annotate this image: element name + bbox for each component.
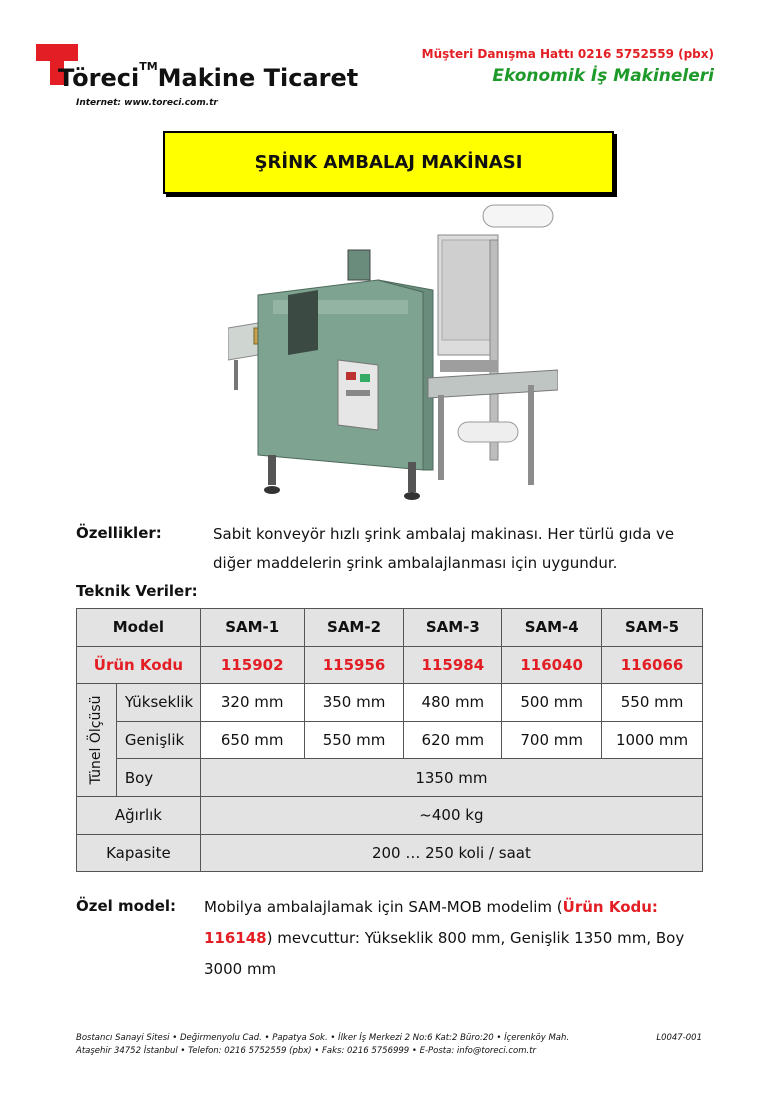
brand-title: Töreci™Makine Ticaret — [58, 60, 359, 92]
tunnel-size-label: Tünel Ölçüsü — [88, 695, 105, 785]
customer-hotline: Müşteri Danışma Hattı 0216 5752559 (pbx) — [421, 47, 714, 61]
product-title: ŞRİNK AMBALAJ MAKİNASI — [254, 152, 523, 173]
width-cell: 700 mm — [502, 721, 602, 759]
width-cell: 1000 mm — [602, 721, 703, 759]
footer-line-1: Bostancı Sanayi Sitesi • Değirmenyolu Cad. • Papatya Sok. • İlker İş Merkezi 2 No:6 Kat:2 Büro:20 • İçerenköy Mah. — [76, 1033, 570, 1043]
table-row-width — [77, 721, 703, 759]
model-cell: SAM-3 — [404, 609, 502, 647]
capacity-label: Kapasite — [77, 834, 201, 872]
table-row-length — [77, 759, 703, 797]
product-code-cell: 116040 — [502, 646, 602, 684]
product-code-cell: 116066 — [602, 646, 703, 684]
technical-specs-table — [76, 608, 703, 872]
model-cell: SAM-5 — [602, 609, 703, 647]
height-label: Yükseklik — [116, 684, 200, 722]
features-label: Özellikler: — [76, 524, 162, 542]
length-label: Boy — [116, 759, 200, 797]
table-row-product-code — [77, 646, 703, 684]
technical-data-label: Teknik Veriler: — [76, 582, 198, 600]
table-row-height — [77, 684, 703, 722]
shrink-machine-photo — [228, 200, 558, 505]
footer-line-2: Ataşehir 34752 İstanbul • Telefon: 0216 5752559 (pbx) • Faks: 0216 5756999 • E-Posta: info@toreci.com.tr — [76, 1046, 537, 1056]
tunnel-size-label-cell — [77, 684, 117, 797]
special-model-code: Ürün Kodu: 116148 — [204, 898, 658, 947]
table-row-model — [77, 609, 703, 647]
model-cell: SAM-4 — [502, 609, 602, 647]
height-cell: 550 mm — [602, 684, 703, 722]
height-cell: 480 mm — [404, 684, 502, 722]
model-cell: SAM-2 — [304, 609, 404, 647]
special-model-text: Mobilya ambalajlamak için SAM-MOB modelim (Ürün Kodu: 116148) mevcuttur: Yükseklik 800 mm, Genişlik 1350 mm, Boy 3000 mm — [204, 898, 685, 978]
product-code-label: Ürün Kodu — [77, 646, 201, 684]
capacity-cell: 200 … 250 koli / saat — [200, 834, 702, 872]
width-label: Genişlik — [116, 721, 200, 759]
document-reference: L0047-001 — [656, 1033, 702, 1043]
model-label: Model — [77, 609, 201, 647]
width-cell: 620 mm — [404, 721, 502, 759]
product-title-box — [163, 131, 614, 194]
width-cell: 650 mm — [200, 721, 304, 759]
product-code-cell: 115984 — [404, 646, 502, 684]
product-code-cell: 115902 — [200, 646, 304, 684]
weight-cell: ~400 kg — [200, 796, 702, 834]
width-cell: 550 mm — [304, 721, 404, 759]
height-cell: 320 mm — [200, 684, 304, 722]
internet-address: Internet: www.toreci.com.tr — [76, 98, 218, 108]
features-text: Sabit konveyör hızlı şrink ambalaj makinası. Her türlü gıda ve diğer maddelerin şrink ambalajlanması için uygundur. — [213, 525, 675, 572]
height-cell: 500 mm — [502, 684, 602, 722]
table-row-capacity — [77, 834, 703, 872]
table-row-weight — [77, 796, 703, 834]
special-model-label: Özel model: — [76, 897, 177, 915]
model-cell: SAM-1 — [200, 609, 304, 647]
slogan: Ekonomik İş Makineleri — [492, 66, 714, 86]
product-code-cell: 115956 — [304, 646, 404, 684]
footer-address — [76, 1032, 706, 1058]
length-cell: 1350 mm — [200, 759, 702, 797]
height-cell: 350 mm — [304, 684, 404, 722]
weight-label: Ağırlık — [77, 796, 201, 834]
